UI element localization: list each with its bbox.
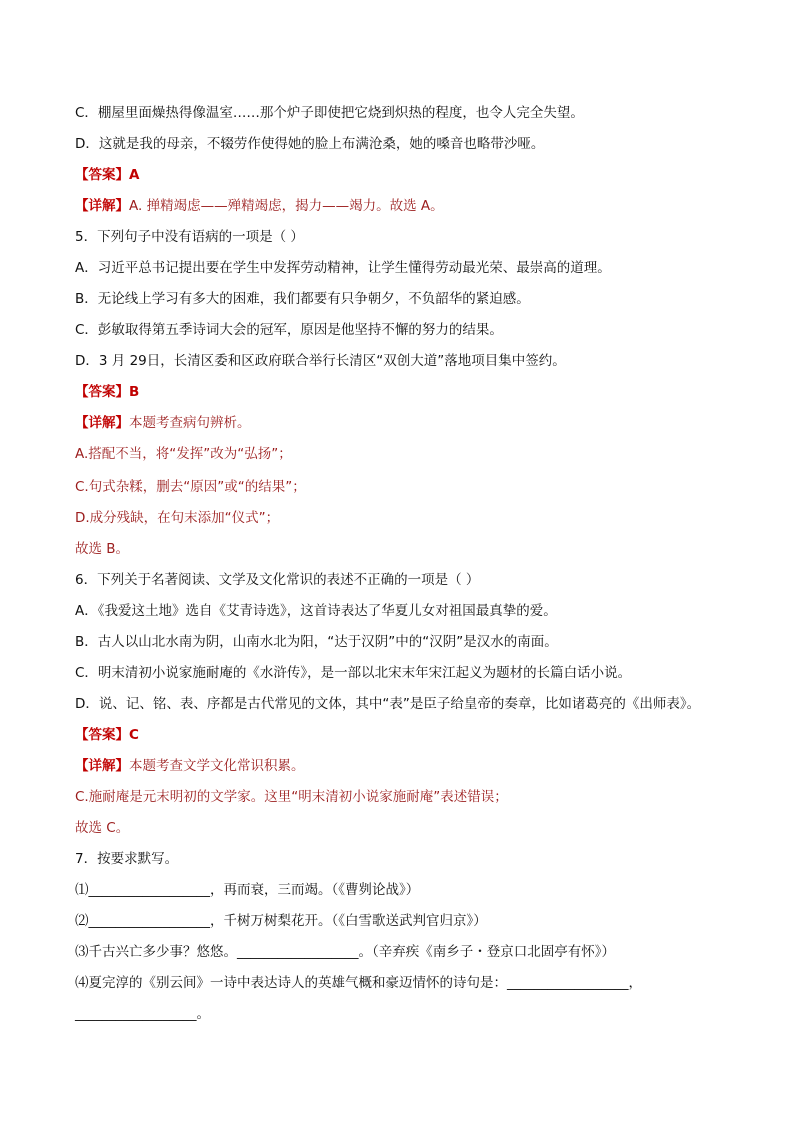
q6-detail-c: C.施耐庵是元末明初的文学家。这里“明末清初小说家施耐庵”表述错误； <box>75 789 508 805</box>
q6-answer <box>75 725 754 745</box>
q6-option-c: C．明末清初小说家施耐庵的《水浒传》，是一部以北宋末年宋江起义为题材的长篇白话小说。 <box>75 665 632 681</box>
q6-option-b: B．古人以山北水南为阴，山南水北为阳，“达于汉阴”中的“汉阴”是汉水的南面。 <box>75 634 558 650</box>
q7-question: 7．按要求默写。 <box>75 851 179 867</box>
q6-detail <box>75 756 754 776</box>
detail-tag: 【详解】 <box>75 758 129 774</box>
q7-item-1: ⑴__________________，再而衰，三而竭。（《曹刿论战》） <box>75 882 420 898</box>
q4-option-d: D．这就是我的母亲，不辍劳作使得她的脸上布满沧桑，她的嗓音也略带沙哑。 <box>75 136 545 152</box>
q7-item-3: ⑶千古兴亡多少事？悠悠。__________________。（辛弃疾《南乡子・登京口北固亭有怀》） <box>75 944 615 960</box>
detail-text: 本题考查文学文化常识积累。 <box>129 758 305 774</box>
q5-option-c: C．彭敏取得第五季诗词大会的冠军，原因是他坚持不懈的努力的结果。 <box>75 322 503 338</box>
q4-option-c: C．棚屋里面燥热得像温室……那个炉子即使把它烧到炽热的程度，也令人完全失望。 <box>75 105 584 121</box>
q4-detail <box>75 196 754 216</box>
q5-question: 5．下列句子中没有语病的一项是（ ） <box>75 229 304 245</box>
answer-value: A <box>129 167 140 183</box>
answer-tag: 【答案】 <box>75 384 129 400</box>
detail-tag: 【详解】 <box>75 415 129 431</box>
q5-detail-d: D.成分残缺，在句末添加“仪式”； <box>75 510 280 526</box>
q6-option-a: A．《我爱这土地》选自《艾青诗选》，这首诗表达了华夏儿女对祖国最真挚的爱。 <box>75 603 557 619</box>
detail-text: A. 掸精竭虑——殚精竭虑，揭力——竭力。故选 A。 <box>129 198 444 214</box>
q7-item-4: ⑷夏完淳的《别云间》一诗中表达诗人的英雄气概和豪迈情怀的诗句是：__________________， <box>75 975 642 991</box>
answer-tag: 【答案】 <box>75 727 129 743</box>
q7-item-4-continued: __________________。 <box>75 1006 210 1022</box>
q5-detail-c: C.句式杂糅，删去“原因”或“的结果”； <box>75 479 306 495</box>
detail-tag: 【详解】 <box>75 198 129 214</box>
q5-option-a: A．习近平总书记提出要在学生中发挥劳动精神，让学生懂得劳动最光荣、最崇高的道理。 <box>75 260 611 276</box>
q4-answer <box>75 165 754 185</box>
q7-item-2: ⑵__________________，千树万树梨花开。（《白雪歌送武判官归京》） <box>75 913 487 929</box>
q5-answer <box>75 382 754 402</box>
q5-detail <box>75 413 754 433</box>
answer-value: B <box>129 384 140 400</box>
q5-option-b: B．无论线上学习有多大的困难，我们都要有只争朝夕，不负韶华的紧迫感。 <box>75 291 530 307</box>
q6-conclusion: 故选 C。 <box>75 820 130 836</box>
q5-option-d: D．3 月 29日，长清区委和区政府联合举行长清区“双创大道”落地项目集中签约。 <box>75 353 566 369</box>
q5-detail-a: A.搭配不当，将“发挥”改为“弘扬”； <box>75 446 292 462</box>
detail-text: 本题考查病句辨析。 <box>129 415 251 431</box>
answer-value: C <box>129 727 139 743</box>
q6-option-d: D．说、记、铭、表、序都是古代常见的文体，其中“表”是臣子给皇帝的奏章，比如诸葛亮的《出师表》。 <box>75 696 701 712</box>
q5-conclusion: 故选 B。 <box>75 541 130 557</box>
q6-question: 6．下列关于名著阅读、文学及文化常识的表述不正确的一项是（ ） <box>75 572 480 588</box>
answer-tag: 【答案】 <box>75 167 129 183</box>
